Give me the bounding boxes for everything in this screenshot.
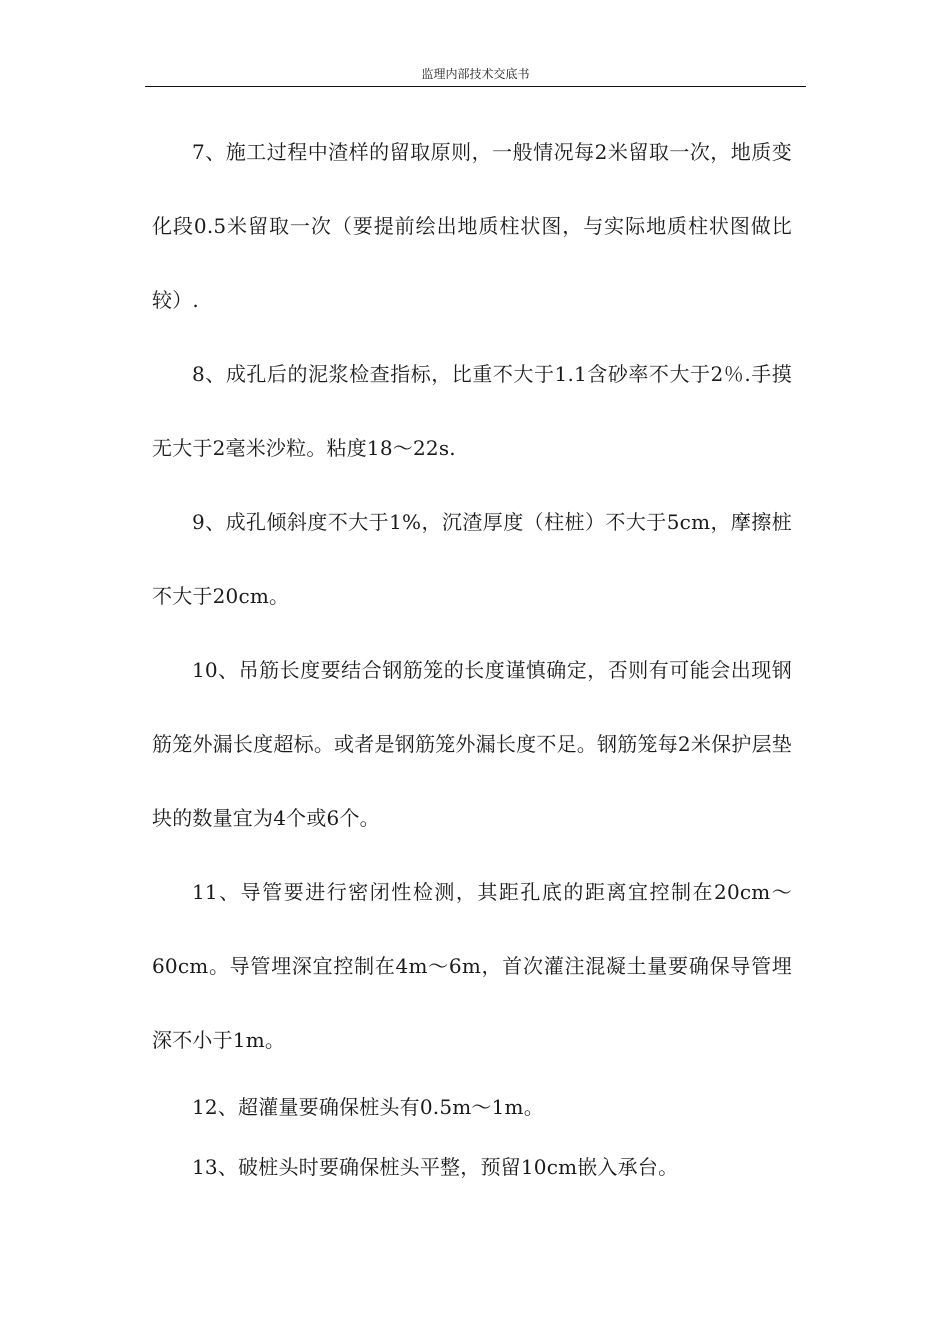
page-header: 监理内部技术交底书 — [421, 67, 530, 81]
paragraph-7: 7、施工过程中渣样的留取原则，一般情况每2米留取一次，地质变化段0.5米留取一次（要提前绘出地质柱状图，与实际地质柱状图做比较）. — [152, 140, 792, 312]
paragraph-13: 13、破桩头时要确保桩头平整，预留10cm嵌入承台。 — [192, 1155, 679, 1179]
paragraph-12: 12、超灌量要确保桩头有0.5m～1m。 — [192, 1095, 544, 1119]
paragraph-10: 10、吊筋长度要结合钢筋笼的长度谨慎确定，否则有可能会出现钢筋笼外漏长度超标。或者是钢筋笼外漏长度不足。钢筋笼每2米保护层垫块的数量宜为4个或6个。 — [152, 658, 792, 830]
paragraph-8: 8、成孔后的泥浆检查指标，比重不大于1.1含砂率不大于2％.手摸无大于2毫米沙粒。粘度18～22s. — [152, 362, 792, 460]
paragraph-11: 11、导管要进行密闭性检测，其距孔底的距离宜控制在20cm～60cm。导管埋深宜控制在4m～6m，首次灌注混凝土量要确保导管埋深不小于1m。 — [152, 880, 792, 1052]
document-body — [152, 115, 792, 1197]
paragraph-9: 9、成孔倾斜度不大于1%，沉渣厚度（柱桩）不大于5cm，摩擦桩不大于20cm。 — [152, 510, 792, 608]
header-rule — [145, 86, 806, 87]
